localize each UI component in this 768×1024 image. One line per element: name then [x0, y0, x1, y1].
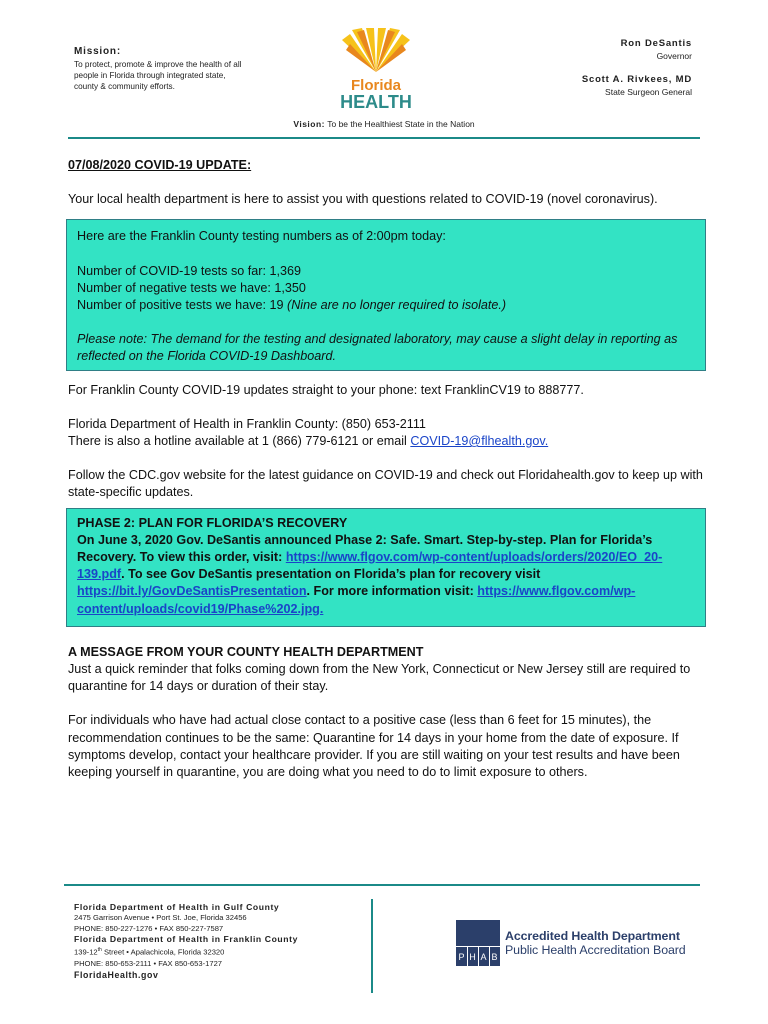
tests-total-line: Number of COVID-19 tests so far: 1,369 — [77, 263, 301, 278]
phab-letter: P — [458, 952, 465, 962]
phab-text — [505, 930, 686, 957]
gulf-county-heading: Florida Department of Health in Gulf County — [74, 902, 280, 912]
gulf-county-phone: PHONE: 850-227-1276 • FAX 850-227-7587 — [74, 923, 224, 933]
executive-order-link[interactable]: https://www.flgov.com/wp-content/uploads/orders/2020/EO_20-139.pdf — [77, 550, 663, 582]
phab-letter: B — [491, 952, 498, 962]
logo-word-florida: Florida — [350, 77, 402, 94]
doh-phone-line: Florida Department of Health in Franklin County: (850) 653-2111 — [68, 416, 426, 431]
franklin-county-phone: PHONE: 850-653-2111 • FAX 850-653-1727 — [74, 958, 223, 968]
quarantine-reminder-paragraph: Just a quick reminder that folks coming down from the New York, Connecticut or New Jersey still are required to quarantine for 14 days or duration of their stay. — [68, 662, 691, 694]
phab-board-label: Public Health Accreditation Board — [505, 942, 686, 957]
mission-block — [74, 46, 249, 92]
mission-title: Mission: — [74, 46, 121, 57]
positive-tests-line — [77, 297, 695, 314]
vision-statement — [0, 119, 768, 129]
update-title: 07/08/2020 COVID-19 UPDATE: — [68, 158, 252, 172]
phase2-image-link[interactable]: https://www.flgov.com/wp-content/uploads/covid19/Phase%202.jpg. — [77, 584, 636, 616]
phase2-text-3: . For more information visit: — [306, 584, 478, 599]
phab-accreditation-logo — [456, 920, 701, 970]
franklin-county-heading: Florida Department of Health in Franklin County — [74, 934, 298, 945]
governor-name: Ron DeSantis — [620, 38, 692, 49]
positive-tests-text: Number of positive tests we have: 19 — [77, 298, 287, 313]
officials-block — [502, 38, 692, 98]
logo-word-health: HEALTH — [340, 92, 412, 112]
negative-tests-line: Number of negative tests we have: 1,350 — [77, 280, 306, 295]
testing-heading: Here are the Franklin County testing numbers as of 2:00pm today: — [77, 229, 446, 244]
phase2-paragraph — [77, 532, 695, 618]
presentation-link[interactable]: https://bit.ly/GovDeSantisPresentation — [77, 584, 307, 599]
main-content — [68, 157, 704, 781]
surgeon-general-name: Scott A. Rivkees, MD — [581, 74, 692, 85]
cdc-guidance-paragraph: Follow the CDC.gov website for the latest guidance on COVID-19 and check out Floridahealth.gov to keep up with state-specific updates. — [68, 468, 703, 500]
governor-title: Governor — [656, 51, 692, 61]
phase2-heading: PHASE 2: PLAN FOR FLORIDA’S RECOVERY — [77, 515, 348, 530]
intro-paragraph: Your local health department is here to assist you with questions related to COVID-19 (novel coronavirus). — [68, 192, 658, 207]
phase2-text-2: . To see Gov DeSantis presentation on Florida’s plan for recovery visit — [121, 567, 541, 582]
phab-mark-icon — [456, 920, 500, 966]
phab-letter: H — [469, 952, 476, 962]
footer-divider — [64, 884, 700, 886]
text-updates-line: For Franklin County COVID-19 updates straight to your phone: text FranklinCV19 to 888777. — [68, 382, 584, 397]
sun-rays-icon — [340, 28, 412, 112]
testing-numbers-box — [66, 219, 706, 370]
florida-health-logo — [340, 28, 412, 112]
reporting-delay-note: Please note: The demand for the testing and designated laboratory, may cause a slight delay in reporting as reflected on the Florida COVID-19 Dashboard. — [77, 332, 678, 364]
message-heading: A MESSAGE FROM YOUR COUNTY HEALTH DEPARTMENT — [68, 644, 424, 659]
franklin-county-address: 139-12th Street • Apalachicola, Florida 32320 — [74, 947, 225, 957]
phase2-text-1: On June 3, 2020 Gov. DeSantis announced Phase 2: Safe. Smart. Step-by-step. Plan for Florida’s Recovery. To view this order, visit: — [77, 532, 653, 565]
gulf-county-address: 2475 Garrison Avenue • Port St. Joe, Florida 32456 — [74, 912, 247, 922]
hotline-email-link[interactable]: COVID-19@flhealth.gov. — [410, 434, 549, 449]
vision-label: Vision: — [293, 119, 326, 129]
hotline-line — [68, 433, 704, 450]
hotline-text: There is also a hotline available at 1 (866) 779-6121 or email — [68, 434, 411, 449]
floridahealth-website: FloridaHealth.gov — [74, 970, 159, 981]
header-divider — [68, 137, 700, 139]
mission-text: To protect, promote & improve the health of all people in Florida through integrated state, county & community efforts. — [74, 60, 242, 91]
footer-contacts — [74, 902, 364, 981]
phase2-box — [66, 508, 706, 627]
vision-text: To be the Healthiest State in the Nation — [325, 119, 475, 129]
footer-vertical-divider — [371, 899, 373, 993]
phab-letter: A — [480, 952, 487, 962]
close-contact-paragraph: For individuals who have had actual close contact to a positive case (less than 6 feet for 15 minutes), the recommendation continues to be the same: Quarantine for 14 days in your home from the date of exposure. If symptoms develop, contact your healthcare provider. If you are still waiting on your test results and have been keeping yourself in quarantine, you are doing what you need to do to limit exposure to others. — [68, 713, 680, 780]
positive-tests-note: (Nine are no longer required to isolate.) — [287, 298, 507, 313]
surgeon-general-title: State Surgeon General — [605, 87, 692, 97]
phab-accredited-label: Accredited Health Department — [505, 929, 680, 943]
